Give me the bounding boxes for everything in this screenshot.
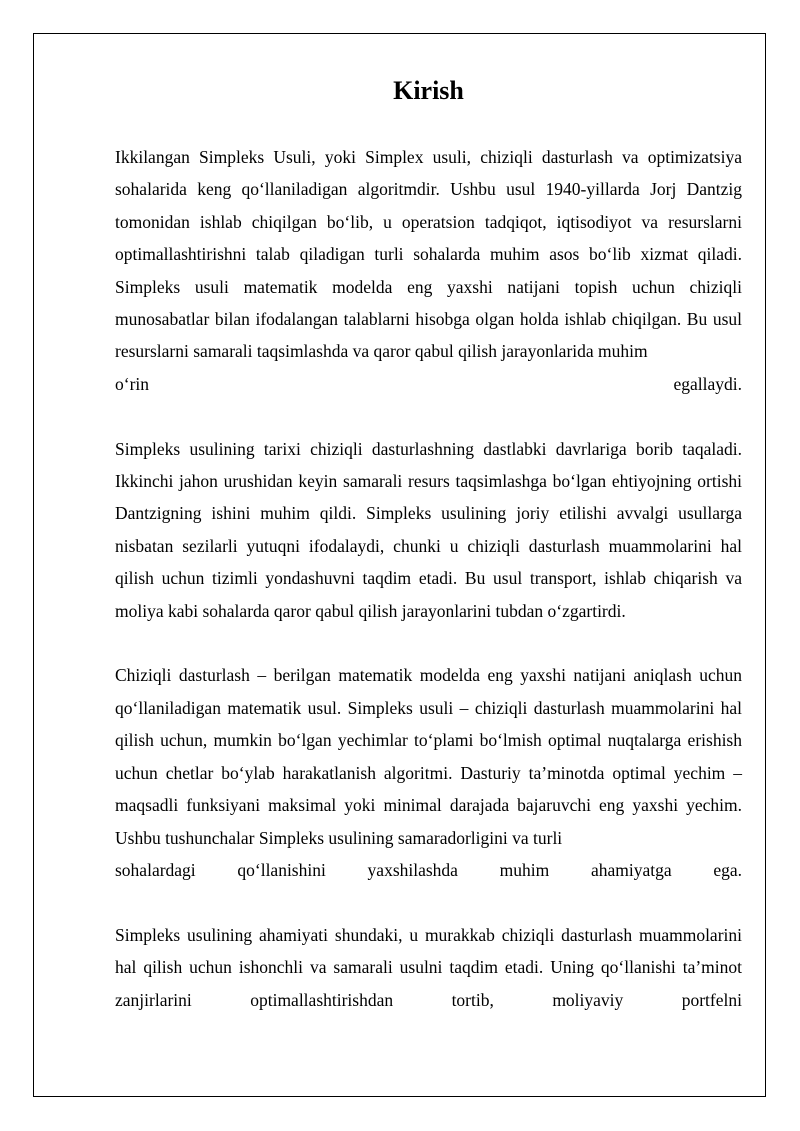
paragraph-2: Simpleks usulining tarixi chiziqli dasturlashning dastlabki davrlariga borib taqaladi. Ikkinchi jahon urushidan keyin samarali resurs taqsimlashga bo‘lgan ehtiyojning ortishi Dantzigning ishini muhim qildi. Simpleks usulining joriy etilishi avvalgi usullarga nisbatan sezilarli yutuqni ifodalaydi, chunki u chiziqli dasturlash muammolarini hal qilish uchun tizimli yondashuvni taqdim etadi. Bu usul transport, ishlab chiqarish va moliya kabi sohalarda qaror qabul qilish jarayonlarini tubdan o‘zgartirdi. — [115, 438, 742, 621]
paragraph-gap — [115, 886, 742, 918]
paragraph-4: Simpleks usulining ahamiyati shundaki, u murakkab chiziqli dasturlash muammolarini hal qilish uchun ishonchli va samarali usulni taqdim etadi. Uning qo‘llanishi ta’minot zanjirlarini optimallashtirishdan tortib, moliyaviy portfelni — [115, 924, 742, 1010]
paragraph-gap — [115, 627, 742, 659]
paragraph-3: Chiziqli dasturlash – berilgan matematik modelda eng yaxshi natijani aniqlash uchun qo‘llaniladigan matematik usul. Simpleks usuli – chiziqli dasturlash muammolarini hal qilish uchun, mumkin bo‘lgan yechimlar to‘plami bo‘lmish optimal nuqtalarga erishish uchun chetlar bo‘ylab harakatlanish algoritmi. Dasturiy ta’minotda optimal yechim – maqsadli funksiyani maksimal yoki minimal darajada bajaruvchi eng yaxshi yechim. Ushbu tushunchalar Simpleks usulining samaradorligini va turli — [115, 665, 742, 848]
paragraph-gap — [115, 400, 742, 432]
paragraph-1 — [115, 141, 742, 368]
paragraph-3-last-line: sohalardagi qo‘llanishini yaxshilashda muhim ahamiyatga ega. — [115, 859, 742, 880]
paragraph-1-last-line: o‘rin egallaydi. — [115, 373, 742, 394]
document-body — [115, 74, 742, 1016]
page-title: Kirish — [393, 76, 464, 105]
paragraph-1-body: Ikkilangan Simpleks Usuli, yoki Simplex usuli, chiziqli dasturlash va optimizatsiya sohalarida keng qo‘llaniladigan algoritmdir. Ushbu usul 1940-yillarda Jorj Dantzig tomonidan ishlab chiqilgan bo‘lib, u operatsion tadqiqot, iqtisodiyot va resurslarni optimallashtirishni talab qiladigan turli sohalarda muhim asos bo‘lib xizmat qiladi. Simpleks usuli matematik modelda eng yaxshi natijani topish uchun chiziqli munosabatlar bilan ifodalangan talablarni hisobga olgan holda ishlab chiqilgan. Bu usul resurslarni samarali taqsimlashda va qaror qabul qilish jarayonlarida muhim — [115, 147, 742, 362]
